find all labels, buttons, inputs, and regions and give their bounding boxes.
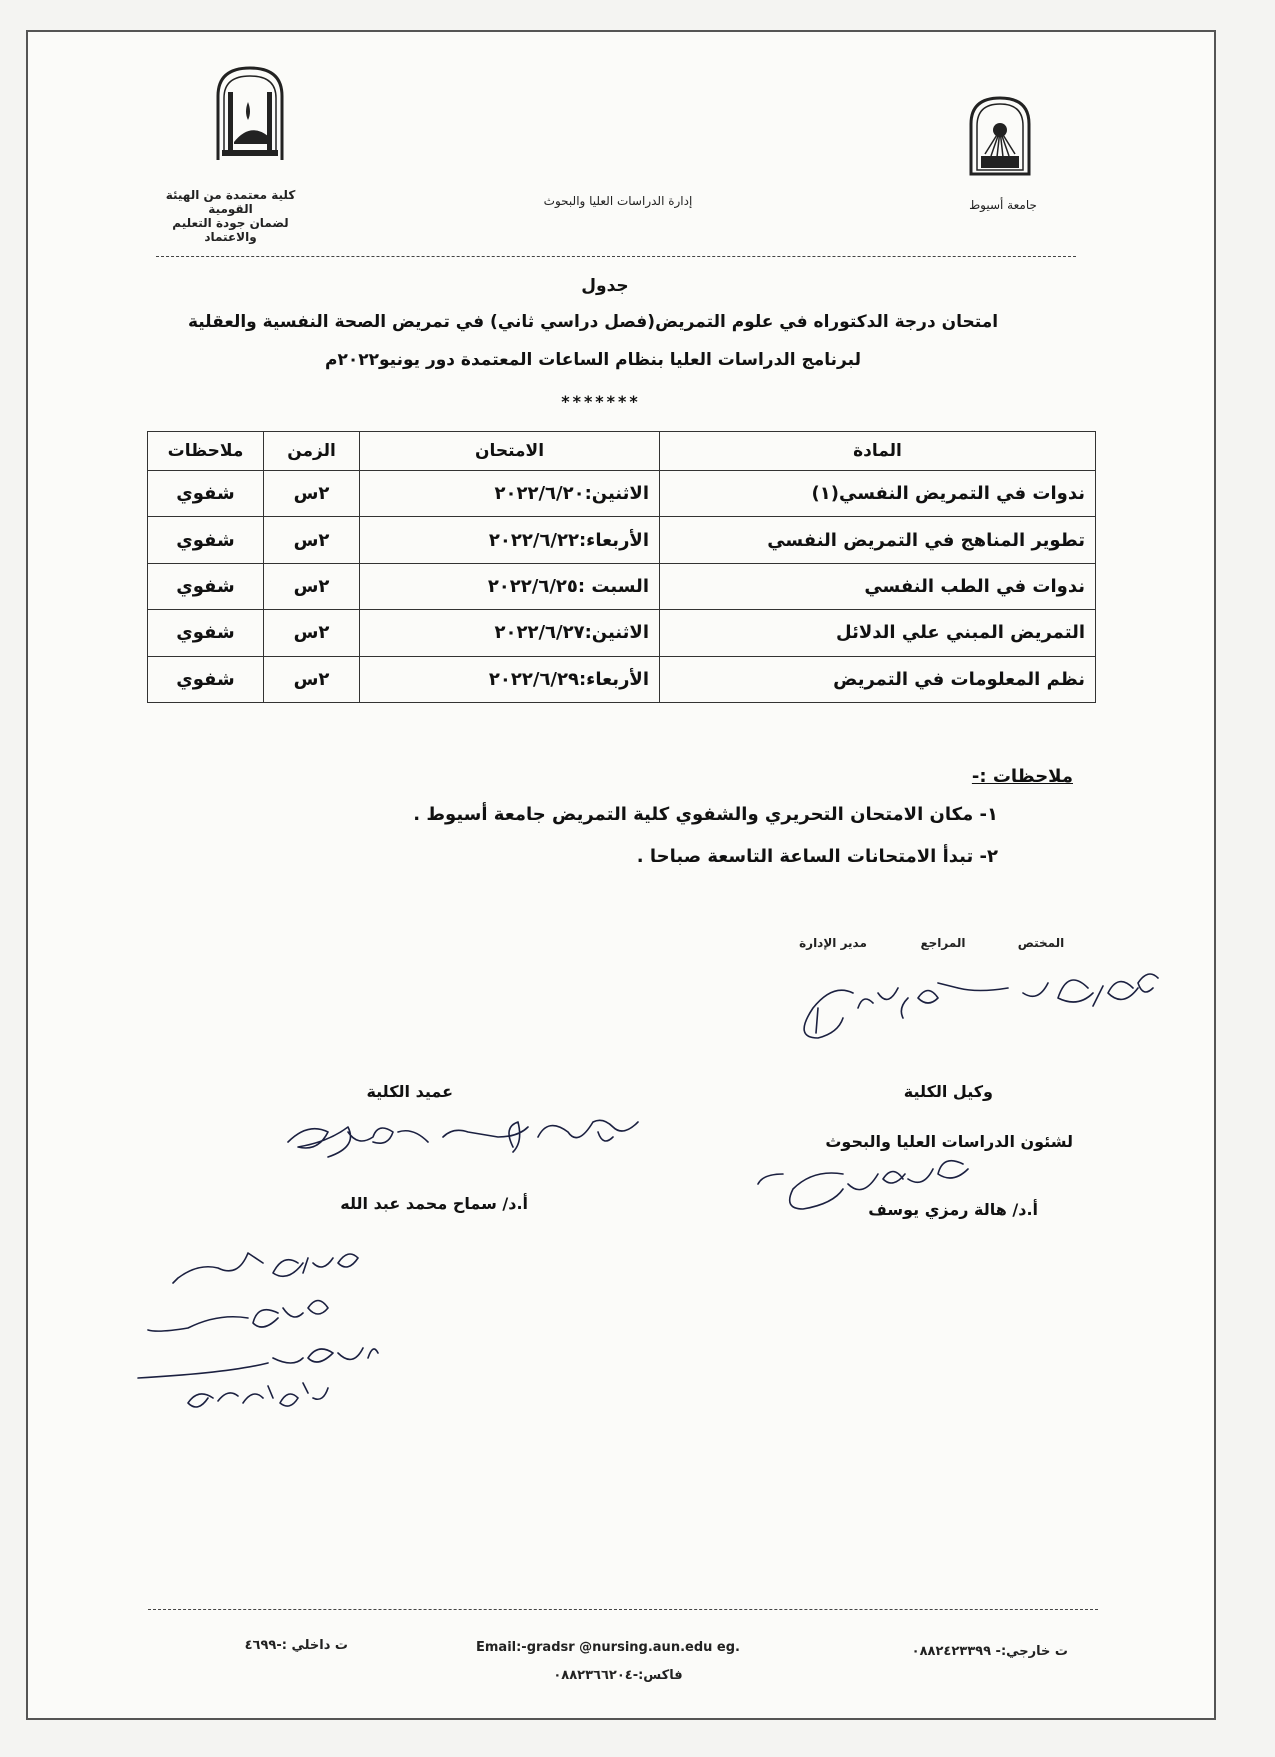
subject-cell: ندوات في الطب النفسي (660, 563, 1096, 609)
signoff-handwritten-initials (758, 958, 1178, 1048)
exam-schedule-table (147, 431, 1096, 703)
table-row (148, 610, 1096, 656)
header-subject: المادة (660, 432, 1096, 471)
notes-cell: شفوي (148, 471, 264, 517)
table-row (148, 517, 1096, 563)
duration-cell: ٢س (264, 471, 360, 517)
notes-cell: شفوي (148, 656, 264, 702)
doc-subtitle-1: امتحان درجة الدكتوراه في علوم التمريض(فصل دراسي ثاني) في تمريض الصحة النفسية والعقلية (187, 312, 999, 332)
dean-title: عميد الكلية (366, 1082, 453, 1101)
doc-subtitle-2: لبرنامج الدراسات العليا بنظام الساعات المعتمدة دور يونيو٢٠٢٢م (325, 350, 861, 370)
signoff-director: مدير الإدارة (799, 936, 867, 950)
header-exam: الامتحان (360, 432, 660, 471)
handwritten-notes (128, 1238, 448, 1438)
vice-dean-title: وكيل الكلية (903, 1082, 993, 1101)
faculty-logo-icon (210, 62, 290, 162)
dean-name: أ.د/ سماح محمد عبد الله (340, 1194, 528, 1213)
duration-cell: ٢س (264, 563, 360, 609)
accreditation-line-1: كلية معتمدة من الهيئة القومية (165, 188, 296, 216)
footer-internal-phone: ت داخلي :-٤٦٩٩ (244, 1638, 348, 1653)
note-item-1: ١- مكان الامتحان التحريري والشفوي كلية التمريض جامعة أسيوط . (413, 804, 998, 825)
table-row (148, 563, 1096, 609)
exam-date-cell: الاثنين:٢٠٢٢/٦/٢٧ (360, 610, 660, 656)
title-stars: ******* (561, 392, 641, 411)
doc-title: جدول (581, 276, 629, 296)
university-name: جامعة أسيوط (969, 198, 1037, 212)
notes-heading: ملاحظات :- (971, 766, 1073, 787)
document-page (26, 30, 1216, 1720)
subject-cell: التمريض المبني علي الدلائل (660, 610, 1096, 656)
exam-date-cell: الاثنين:٢٠٢٢/٦/٢٠ (360, 471, 660, 517)
subject-cell: نظم المعلومات في التمريض (660, 656, 1096, 702)
duration-cell: ٢س (264, 517, 360, 563)
footer-external-phone: ت خارجي:- ٠٨٨٢٤٢٣٣٩٩ (911, 1644, 1068, 1659)
note-item-2: ٢- تبدأ الامتحانات الساعة التاسعة صباحا . (636, 846, 998, 867)
signoff-reviewer: المراجع (920, 936, 966, 950)
table-row (148, 471, 1096, 517)
department-name: إدارة الدراسات العليا والبحوث (543, 194, 693, 208)
subject-cell: تطوير المناهج في التمريض النفسي (660, 517, 1096, 563)
accreditation-line-2: لضمان جودة التعليم والاعتماد (172, 216, 289, 244)
header-divider (156, 256, 1076, 257)
footer-divider (148, 1609, 1098, 1610)
university-logo-icon (965, 94, 1035, 176)
signoff-preparer: المختص (1017, 936, 1065, 950)
table-row (148, 656, 1096, 702)
vice-dean-signature (743, 1144, 1003, 1214)
faculty-logo (210, 62, 290, 162)
table-header-row (148, 432, 1096, 471)
dean-signature (278, 1112, 658, 1182)
header-time: الزمن (264, 432, 360, 471)
notes-cell: شفوي (148, 517, 264, 563)
exam-date-cell: السبت :٢٠٢٢/٦/٢٥ (360, 563, 660, 609)
notes-cell: شفوي (148, 610, 264, 656)
header-notes: ملاحظات (148, 432, 264, 471)
vice-dean-name: أ.د/ هالة رمزي يوسف (868, 1200, 1038, 1219)
notes-cell: شفوي (148, 563, 264, 609)
exam-date-cell: الأربعاء:٢٠٢٢/٦/٢٩ (360, 656, 660, 702)
subject-cell: ندوات في التمريض النفسي(١) (660, 471, 1096, 517)
footer-email: Email:-gradsr @nursing.aun.edu eg. (476, 1640, 740, 1655)
duration-cell: ٢س (264, 610, 360, 656)
vice-dean-subtitle: لشئون الدراسات العليا والبحوث (825, 1132, 1073, 1151)
duration-cell: ٢س (264, 656, 360, 702)
exam-date-cell: الأربعاء:٢٠٢٢/٦/٢٢ (360, 517, 660, 563)
footer-fax: فاكس:-٠٨٨٢٣٦٦٢٠٤ (553, 1668, 683, 1683)
university-logo (965, 94, 1035, 176)
